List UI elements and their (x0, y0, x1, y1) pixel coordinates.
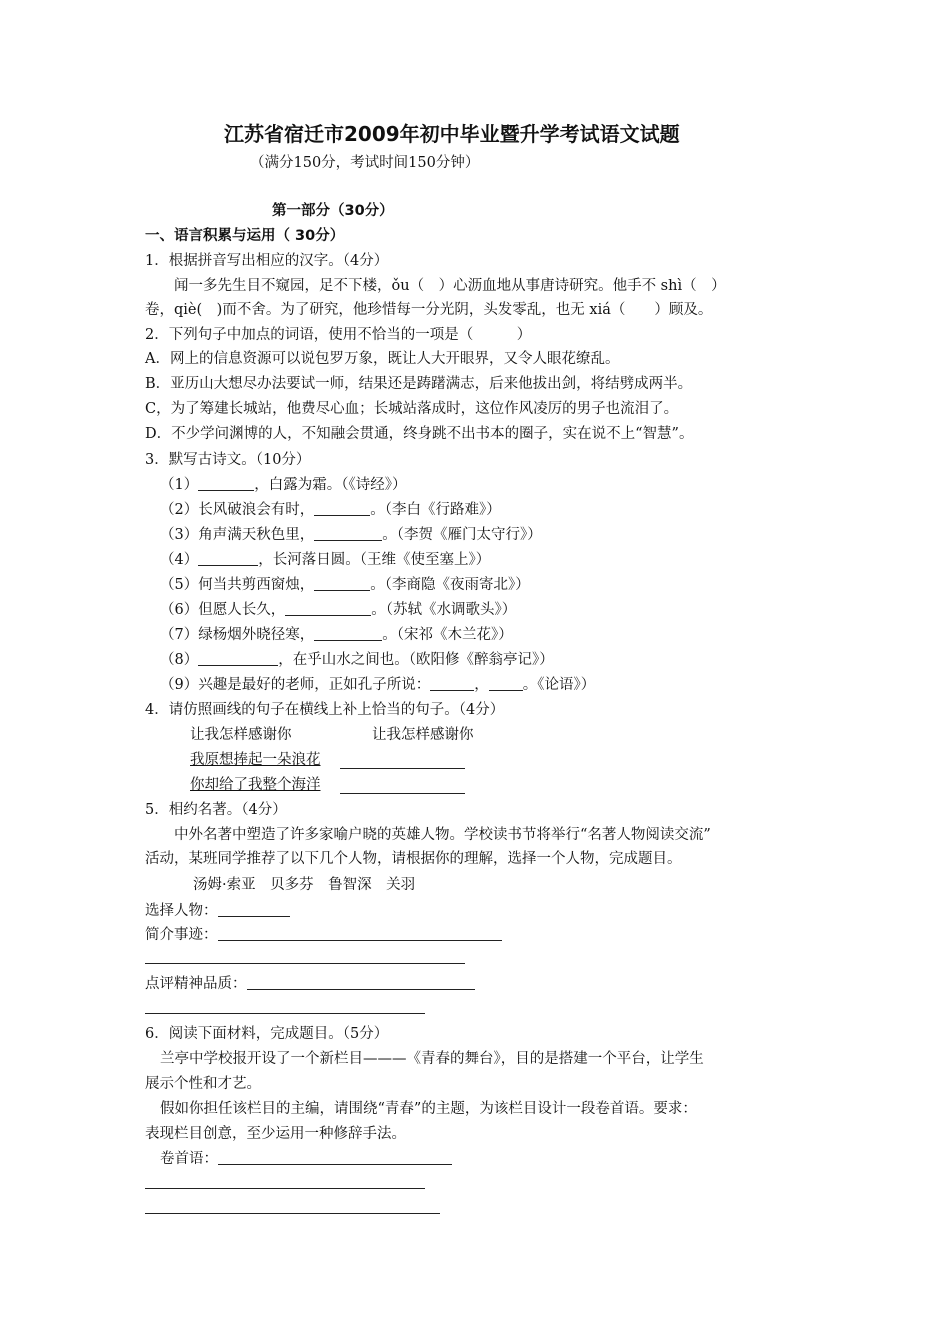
q3-item-8: （8） ，在乎山水之间也。（欧阳修《醉翁亭记》） (160, 652, 554, 668)
q2-option-a: A．网上的信息资源可以说包罗万象，既让人大开眼界，又令人眼花缭乱。 (145, 351, 620, 367)
q5-paragraph-2: 活动，某班同学推荐了以下几个人物，请根据你的理解，选择一个人物，完成题目。 (145, 851, 682, 867)
q3-item-4: （4） ，长河落日圆。（王维《使至塞上》） (160, 552, 491, 568)
q6-stem: 6．阅读下面材料，完成题目。（5分） (145, 1026, 389, 1042)
q6-foreword-label: 卷首语： (160, 1149, 452, 1169)
q4-stem: 4．请仿照画线的句子在横线上补上恰当的句子。（4分） (145, 702, 505, 718)
q3-item-3: （3）角声满天秋色里， 。（李贺《雁门太守行》） (160, 527, 542, 543)
answer-blank[interactable] (198, 551, 258, 566)
q5-character-list: 汤姆·索亚 贝多芬 鲁智深 关羽 (193, 877, 416, 893)
q4-line-a-right: 让我怎样感谢你 (372, 727, 474, 743)
q1-line2: 卷，qiè( )而不舍。为了研究，他珍惜每一分光阴，头发零乱，也无 xiá（ ）顾及。 (145, 302, 713, 318)
q2-option-c: C，为了筹建长城站，他费尽心血；长城站落成时，这位作风凌厉的男子也流泪了。 (145, 401, 679, 417)
q6-paragraph-2: 展示个性和才艺。 (145, 1076, 261, 1092)
q1-stem: 1．根据拼音写出相应的汉字。（4分） (145, 253, 389, 269)
part-heading: 第一部分（30分） (272, 203, 394, 219)
section-heading: 一、语言积累与运用（ 30分） (145, 228, 345, 244)
q5-comment-label: 点评精神品质： (145, 974, 475, 994)
q3-item-9: （9）兴趣是最好的老师，正如孔子所说： ， 。《论语》） (160, 677, 596, 693)
q3-item-2: （2）长风破浪会有时， 。（李白《行路难》） (160, 502, 501, 518)
q1-line1: 闻一多先生目不窥园，足不下楼，ǒu（ ）心沥血地从事唐诗研究。他手不 shì（ ） (174, 278, 726, 294)
q5-deeds-label: 简介事迹： (145, 925, 502, 945)
deeds-answer-line[interactable] (218, 926, 502, 941)
comment-answer-line[interactable] (247, 975, 475, 990)
page-title: 江苏省宿迁市2009年初中毕业暨升学考试语文试题 (224, 122, 680, 146)
answer-blank[interactable] (285, 601, 371, 616)
q5-choose-label: 选择人物： (145, 901, 290, 921)
q5-stem: 5．相约名著。（4分） (145, 802, 287, 818)
answer-blank[interactable] (198, 476, 254, 491)
foreword-answer-line-3[interactable] (145, 1213, 440, 1214)
q4-underlined-sentence-2: 你却给了我整个海洋 (190, 777, 321, 793)
q4-answer-line-2[interactable] (340, 793, 465, 794)
q2-option-b: B．亚历山大想尽办法要试一师，结果还是踌躇满志，后来他拔出剑，将结劈成两半。 (145, 376, 693, 392)
q6-paragraph-4: 表现栏目创意，至少运用一种修辞手法。 (145, 1126, 406, 1142)
answer-blank[interactable] (314, 501, 370, 516)
comment-answer-line-2[interactable] (145, 1013, 425, 1014)
q3-stem: 3．默写古诗文。（10分） (145, 452, 311, 468)
exam-subtitle: （满分150分，考试时间150分钟） (250, 155, 480, 171)
q6-paragraph-1: 兰亭中学校报开设了一个新栏目———《青春的舞台》，目的是搭建一个平台，让学生 (160, 1051, 704, 1067)
q4-underlined-sentence-1: 我原想捧起一朵浪花 (190, 752, 321, 768)
q5-paragraph-1: 中外名著中塑造了许多家喻户晓的英雄人物。学校读书节将举行“名著人物阅读交流” (174, 827, 711, 843)
foreword-answer-line[interactable] (218, 1150, 452, 1165)
choose-character-blank[interactable] (218, 902, 290, 917)
deeds-answer-line-2[interactable] (145, 963, 465, 964)
q4-line-a-left: 让我怎样感谢你 (190, 727, 292, 743)
q3-item-5: （5）何当共剪西窗烛， 。（李商隐《夜雨寄北》） (160, 577, 530, 593)
q3-item-1: （1） ，白露为霜。（《诗经》） (160, 477, 407, 493)
q3-item-6: （6）但愿人长久， 。（苏轼《水调歌头》） (160, 602, 517, 618)
answer-blank[interactable] (314, 526, 382, 541)
q2-option-d: D．不少学问渊博的人，不知融会贯通，终身跳不出书本的圈子，实在说不上“智慧”。 (145, 426, 694, 442)
answer-blank[interactable] (314, 576, 370, 591)
q4-answer-line-1[interactable] (340, 768, 465, 769)
answer-blank[interactable] (430, 676, 474, 691)
answer-blank[interactable] (489, 676, 523, 691)
q6-paragraph-3: 假如你担任该栏目的主编，请围绕“青春”的主题，为该栏目设计一段卷首语。要求： (160, 1101, 697, 1117)
q2-stem: 2．下列句子中加点的词语，使用不恰当的一项是（ ） (145, 327, 532, 343)
answer-blank[interactable] (314, 626, 382, 641)
foreword-answer-line-2[interactable] (145, 1188, 425, 1189)
q3-item-7: （7）绿杨烟外晓径寒， 。（宋祁《木兰花》） (160, 627, 513, 643)
answer-blank[interactable] (198, 651, 278, 666)
